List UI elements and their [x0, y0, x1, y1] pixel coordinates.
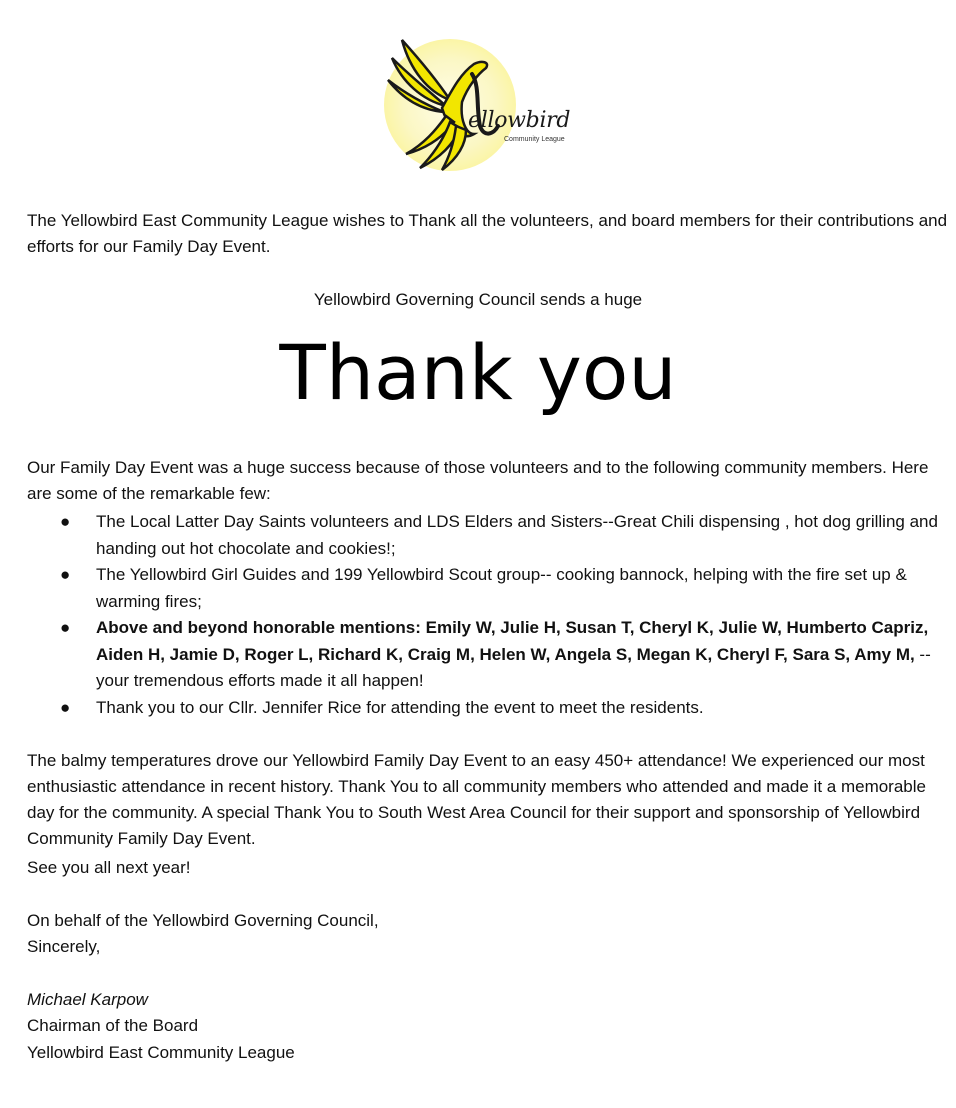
signer-name: Michael Karpow [27, 990, 148, 1009]
honorable-tail: --your tremendous efforts made it all happen! [96, 644, 931, 690]
sends-line: Yellowbird Governing Council sends a huge [313, 290, 643, 309]
sincerely-line: Sincerely, [27, 937, 101, 956]
list-item [0, 509, 940, 562]
yellowbird-bird-icon [380, 30, 610, 180]
signer-title: Chairman of the Board [27, 1016, 199, 1035]
logo-subtitle: Community League [504, 136, 565, 143]
signer-org: Yellowbird East Community League [27, 1043, 295, 1062]
behalf-line: On behalf of the Yellowbird Governing Council, [27, 911, 379, 930]
bullet-icon: ● [60, 512, 71, 531]
list-item [0, 695, 940, 722]
bullet-text: The Yellowbird Girl Guides and 199 Yellowbird Scout group-- cooking bannock, helping with the fire set up & warming fires; [96, 565, 907, 611]
thank-you-headline: Thank you [279, 328, 677, 417]
closing-paragraph: The balmy temperatures drove our Yellowbird Family Day Event to an easy 450+ attendance! We experienced our most enthusiastic attendance in recent history. Thank You to all community members who attended and made it a memorable day for the community. A special Thank You to South West Area Council for their support and sponsorship of Yellowbird Community Family Day Event. [27, 751, 926, 848]
thanks-list [0, 509, 940, 721]
logo-wordmark: ellowbird [468, 108, 571, 133]
yellowbird-logo [380, 30, 610, 180]
see-you-line: See you all next year! [27, 858, 191, 877]
event-paragraph: Our Family Day Event was a huge success because of those volunteers and to the following community members. Here are some of the remarkable few: [27, 458, 929, 503]
bullet-icon: ● [60, 697, 71, 717]
intro-paragraph: The Yellowbird East Community League wishes to Thank all the volunteers, and board members for their contributions and efforts for our Family Day Event. [27, 211, 948, 256]
bullet-icon: ● [60, 565, 71, 584]
list-item [0, 615, 940, 695]
honorable-mentions: Above and beyond honorable mentions: Emily W, Julie H, Susan T, Cheryl K, Julie W, Humberto Capriz, Aiden H, Jamie D, Roger L, Richard K, Craig M, Helen W, Angela S, Megan K, Cheryl F, Sara S, Amy M, [96, 618, 929, 664]
bullet-text: The Local Latter Day Saints volunteers and LDS Elders and Sisters--Great Chili dispensing , hot dog grilling and handing out hot chocolate and cookies!; [96, 512, 938, 558]
list-item [0, 562, 940, 615]
bullet-icon: ● [60, 618, 71, 637]
bullet-text: Thank you to our Cllr. Jennifer Rice for attending the event to meet the residents. [96, 697, 704, 717]
